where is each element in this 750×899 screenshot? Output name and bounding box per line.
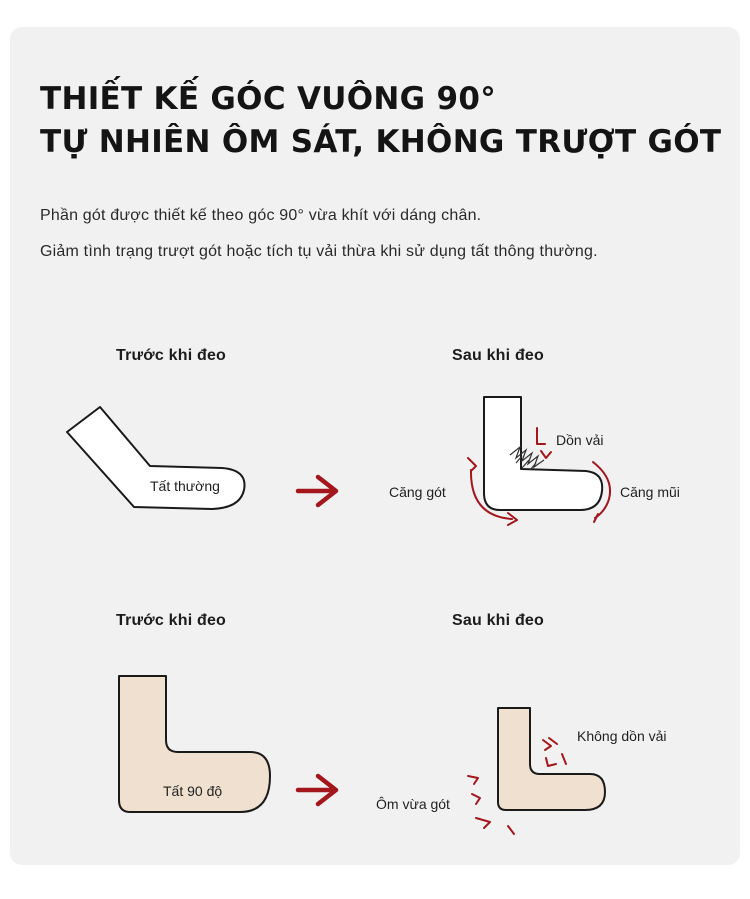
regular-sock-label: Tất thường	[150, 478, 220, 494]
label-before-regular: Trước khi đeo	[116, 347, 227, 364]
sock-90-after	[498, 708, 605, 810]
description-line-2: Giảm tình trạng trượt gót hoặc tích tụ vải thừa khi sử dụng tất thông thường.	[40, 243, 598, 260]
title-line-1: THIẾT KẾ GÓC VUÔNG 90°	[40, 81, 497, 117]
label-after-90: Sau khi đeo	[452, 612, 544, 629]
annotation-no-bunching: Không dồn vải	[577, 728, 667, 744]
label-after-regular: Sau khi đeo	[452, 347, 544, 364]
annotation-bunching: Dồn vải	[556, 432, 604, 448]
annotation-heel-fit: Ôm vừa gót	[376, 796, 450, 812]
description-line-1: Phần gót được thiết kế theo góc 90° vừa khít với dáng chân.	[40, 207, 482, 224]
arrow-icon	[298, 477, 336, 505]
annotation-heel-stretch: Căng gót	[389, 484, 446, 500]
arrow-icon-2	[298, 776, 336, 804]
label-before-90: Trước khi đeo	[116, 612, 227, 629]
sock-90-label: Tất 90 độ	[163, 783, 223, 799]
title-line-2: TỰ NHIÊN ÔM SÁT, KHÔNG TRƯỢT GÓT	[40, 124, 722, 160]
annotation-toe-stretch: Căng mũi	[620, 484, 680, 500]
